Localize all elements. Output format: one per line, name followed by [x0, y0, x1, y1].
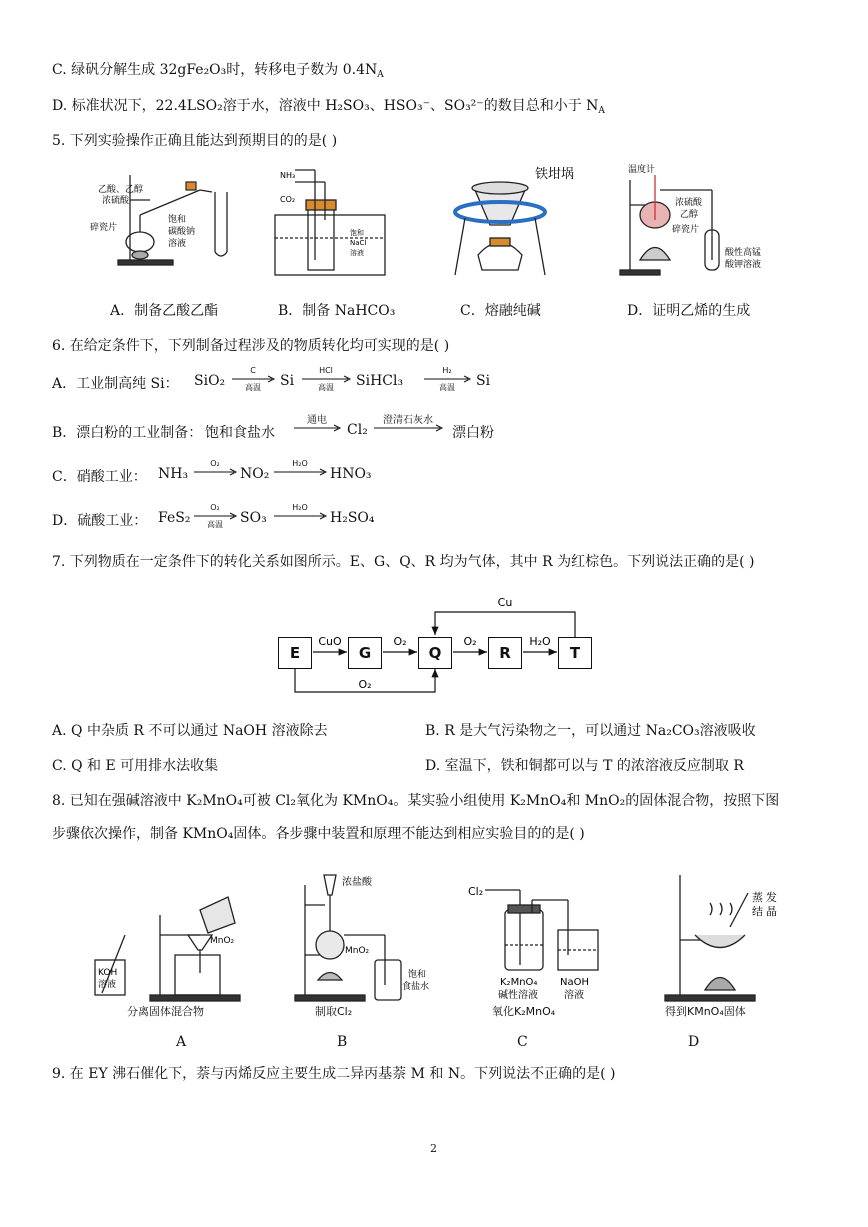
- q5b-apparatus: [275, 170, 385, 275]
- q8d-label-0: 蒸: [752, 891, 763, 904]
- q8-apparatus-figure: [80, 855, 800, 1025]
- q8-letter-c: C: [517, 1034, 528, 1050]
- q8c-label-3: NaOH: [560, 977, 589, 988]
- q5a-label-0: 乙酸、乙醇: [98, 185, 144, 195]
- q6c-chain-1: NO₂: [240, 466, 270, 482]
- node-q: Q: [418, 637, 452, 669]
- arrow-t-q: [435, 612, 575, 637]
- option-4c: C. 绿矾分解生成 32gFe₂O₃时，转移电子数为 $0.4N_A$: [52, 62, 384, 80]
- q8c-label-2: 碱性溶液: [498, 990, 538, 1001]
- q6a-arrow-3-bottom: 高温: [439, 383, 455, 392]
- q5a-label-3: 饱和: [168, 215, 187, 225]
- q8b-label-0: 浓盐酸: [342, 877, 372, 888]
- q6a-chain-1: Si: [280, 373, 295, 389]
- q5b-label-3: NaCl: [350, 239, 367, 247]
- label-qr: O₂: [463, 635, 477, 648]
- q5-caption-d: D．证明乙烯的生成: [627, 303, 751, 319]
- q5-caption-a: A．制备乙酸乙酯: [110, 303, 219, 319]
- q8b-label-2: 饱和: [408, 970, 427, 980]
- q5-caption-c: C．熔融纯碱: [460, 303, 541, 319]
- q6a-arrow-2-top: HCl: [319, 366, 333, 375]
- node-r: R: [488, 637, 522, 669]
- q8a-apparatus: [95, 897, 240, 1001]
- question-8-line2: 步骤依次操作，制备 KMnO₄固体。各步骤中装置和原理不能达到相应实验目的的是( ): [52, 826, 585, 842]
- q8d-label-1: 发: [766, 891, 777, 904]
- q6d-chain-2: H₂SO₄: [330, 510, 375, 526]
- q8a-label-1: KOH: [98, 968, 118, 978]
- label-eg: CuO: [318, 635, 342, 648]
- node-t: T: [558, 637, 592, 669]
- q5d-label-2: 乙醇: [680, 210, 699, 220]
- q8d-apparatus: [665, 875, 755, 1001]
- q8-letter-d: D: [688, 1034, 700, 1050]
- q5b-label-4: 溶液: [350, 249, 364, 257]
- q5d-label-4: 酸性高锰: [725, 248, 762, 258]
- label-tq: Cu: [497, 596, 513, 609]
- q6b-chain-0: 饱和食盐水: [205, 425, 275, 441]
- q5c-label: 铁坩埚: [535, 167, 575, 182]
- question-9: 9. 在 EY 沸石催化下，萘与丙烯反应主要生成二异丙基萘 M 和 N。下列说法不正确的是( ): [52, 1066, 616, 1082]
- q6a-arrow-1-bottom: 高温: [245, 383, 261, 392]
- q6c-chain-2: HNO₃: [330, 466, 372, 482]
- q8d-label-2: 结: [752, 905, 763, 918]
- question-7: 7. 下列物质在一定条件下的转化关系如图所示。E、G、Q、R 均为气体，其中 R 为红棕色。下列说法正确的是( ): [52, 554, 755, 570]
- q8-caption-b: 制取Cl₂: [315, 1005, 353, 1018]
- question-8-line1: 8. 已知在强碱溶液中 K₂MnO₄可被 Cl₂氧化为 KMnO₄。某实验小组使用 K₂MnO₄和 MnO₂的固体混合物，按照下图: [52, 793, 780, 809]
- q6a-arrow-1-top: C: [250, 366, 256, 375]
- q8a-label-2: 溶液: [98, 980, 117, 990]
- q7-option-b: B. R 是大气污染物之一，可以通过 Na₂CO₃溶液吸收: [425, 723, 756, 739]
- q8c-label-4: 溶液: [564, 990, 584, 1001]
- q5d-apparatus: [620, 175, 719, 275]
- label-rt: H₂O: [529, 635, 551, 648]
- q6-option-b: B．漂白粉的工业制备：: [52, 425, 203, 441]
- q8b-label-1: MnO₂: [345, 946, 370, 956]
- q6b-arrow-2-top: 澄清石灰水: [383, 415, 433, 426]
- node-g: G: [348, 637, 382, 669]
- q6c-chain-0: NH₃: [158, 466, 189, 482]
- q8-caption-c: 氧化K₂MnO₄: [492, 1005, 556, 1018]
- q6b-arrow-1-top: 通电: [307, 415, 327, 426]
- q5-caption-b: B．制备 NaHCO₃: [278, 303, 396, 319]
- q6b-chain-2: 漂白粉: [452, 425, 494, 441]
- q6c-arrow-2-top: H₂O: [292, 459, 308, 468]
- question-5: 5. 下列实验操作正确且能达到预期目的的是( ): [52, 133, 338, 149]
- q8-letter-a: A: [176, 1034, 187, 1050]
- q6a-chain-3: Si: [476, 373, 491, 389]
- q8c-label-1: K₂MnO₄: [500, 977, 538, 988]
- node-e: E: [278, 637, 312, 669]
- q6a-chain-2: SiHCl₃: [356, 373, 404, 389]
- option-4d: D. 标准状况下，22.4LSO₂溶于水，溶液中 H₂SO₃、HSO₃⁻、SO₃²⁻的数目总和小于 $N_A$: [52, 98, 605, 116]
- q5d-label-5: 酸钾溶液: [725, 260, 762, 270]
- q8c-apparatus: [485, 890, 598, 970]
- q5a-label-5: 溶液: [168, 239, 187, 249]
- q8c-label-0: Cl₂: [468, 885, 484, 898]
- q7-option-a: A. Q 中杂质 R 不可以通过 NaOH 溶液除去: [52, 723, 328, 739]
- q6-option-c: C．硝酸工业：: [52, 469, 147, 485]
- q5a-label-1: 浓硫酸: [102, 196, 130, 206]
- q8b-apparatus: [295, 875, 401, 1001]
- q6-option-a: A．工业制高纯 Si：: [52, 376, 179, 392]
- q6d-arrow-1-top: O₂: [210, 503, 220, 512]
- q7-option-d: D. 室温下，铁和铜都可以与 T 的浓溶液反应制取 R: [425, 758, 744, 774]
- q5a-label-2: 碎瓷片: [90, 223, 118, 233]
- q6d-chain-0: FeS₂: [158, 510, 191, 526]
- q6d-arrow-2-top: H₂O: [292, 503, 308, 512]
- label-eq: O₂: [358, 678, 372, 691]
- q6d-chain-1: SO₃: [240, 510, 267, 526]
- q5c-apparatus: [455, 182, 545, 275]
- q5d-label-1: 浓硫酸: [675, 198, 703, 208]
- q8-caption-d: 得到KMnO₄固体: [665, 1005, 746, 1018]
- q8d-label-3: 晶: [766, 905, 777, 918]
- question-6: 6. 在给定条件下，下列制备过程涉及的物质转化均可实现的是( ): [52, 338, 450, 354]
- q8a-label-0: MnO₂: [210, 936, 235, 946]
- q6a-arrow-3-top: H₂: [442, 366, 452, 375]
- q6d-arrow-1-bottom: 高温: [207, 520, 223, 529]
- q6c-arrow-1-top: O₂: [210, 459, 220, 468]
- q8-letter-b: B: [337, 1034, 348, 1050]
- q8-caption-a: 分离固体混合物: [127, 1005, 204, 1018]
- q5b-label-2: 饱和: [350, 229, 364, 237]
- q5b-label-1: CO₂: [280, 195, 296, 204]
- label-gq: O₂: [393, 635, 407, 648]
- q5b-label-0: NH₃: [280, 171, 296, 180]
- q5a-label-4: 碳酸钠: [168, 227, 196, 237]
- q8b-label-3: 食盐水: [402, 982, 430, 992]
- q6a-arrow-2-bottom: 高温: [318, 383, 334, 392]
- q6-option-d: D．硫酸工业：: [52, 513, 148, 529]
- q5-apparatus-figure: [80, 160, 840, 295]
- q6b-chain-1: Cl₂: [347, 422, 368, 438]
- q7-option-c: C. Q 和 E 可用排水法收集: [52, 758, 219, 774]
- q5d-label-0: 温度计: [628, 165, 656, 175]
- page-number: 2: [430, 1142, 437, 1155]
- q5d-label-3: 碎瓷片: [672, 225, 700, 235]
- q6a-chain-0: SiO₂: [194, 373, 226, 389]
